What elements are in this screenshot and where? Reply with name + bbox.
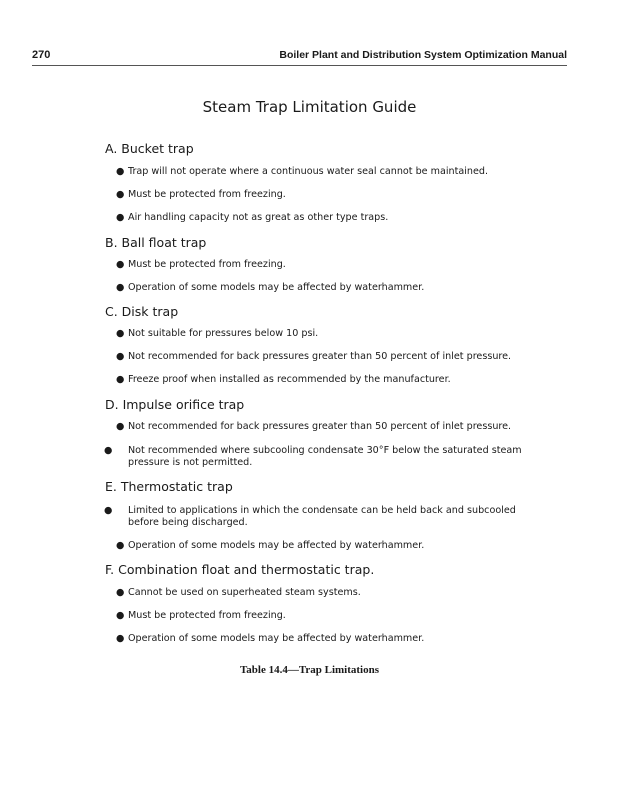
bullet-icon: ● xyxy=(116,587,125,598)
running-title: Boiler Plant and Distribution System Optimization Manual xyxy=(279,49,567,61)
list-item: ● Limited to applications in which the condensate can be held back and subcooled before being discharged. xyxy=(104,505,516,528)
list-item: ● Not recommended for back pressures greater than 50 percent of inlet pressure. xyxy=(116,351,512,362)
list-item: ● Must be protected from freezing. xyxy=(116,610,286,621)
page-header xyxy=(32,45,567,66)
list-item: ● Not recommended for back pressures greater than 50 percent of inlet pressure. xyxy=(116,421,512,432)
list-item: ● Must be protected from freezing. xyxy=(116,259,286,270)
bullet-icon: ● xyxy=(104,505,113,516)
list-item: ● Cannot be used on superheated steam systems. xyxy=(116,587,361,598)
list-item: ● Freeze proof when installed as recommended by the manufacturer. xyxy=(116,374,451,385)
page-title: Steam Trap Limitation Guide xyxy=(202,98,417,116)
bullet-icon: ● xyxy=(116,212,125,223)
bullet-icon: ● xyxy=(116,259,125,270)
list-item: ● Operation of some models may be affected by waterhammer. xyxy=(116,633,425,644)
list-item: ● Operation of some models may be affected by waterhammer. xyxy=(116,282,425,293)
bullet-icon: ● xyxy=(104,445,113,456)
bullet-icon: ● xyxy=(116,633,125,644)
table-caption: Table 14.4—Trap Limitations xyxy=(239,664,380,676)
bullet-icon: ● xyxy=(116,374,125,385)
section-heading-combination-float-thermostatic-trap: F. Combination float and thermostatic trap. xyxy=(105,562,375,577)
section-heading-bucket-trap: A. Bucket trap xyxy=(105,141,194,156)
list-item: ● Must be protected from freezing. xyxy=(116,189,286,200)
bullet-icon: ● xyxy=(116,189,125,200)
list-item: ● Air handling capacity not as great as other type traps. xyxy=(116,212,389,223)
section-heading-ball-float-trap: B. Ball float trap xyxy=(105,235,207,250)
bullet-icon: ● xyxy=(116,351,125,362)
page-number: 270 xyxy=(32,49,51,61)
bullet-icon: ● xyxy=(116,282,125,293)
section-heading-thermostatic-trap: E. Thermostatic trap xyxy=(105,479,233,494)
bullet-icon: ● xyxy=(116,540,125,551)
section-heading-disk-trap: C. Disk trap xyxy=(105,304,179,319)
bullet-icon: ● xyxy=(116,328,125,339)
list-item: ● Not recommended where subcooling condensate 30°F below the saturated steam pressure is not permitted. xyxy=(104,445,522,468)
bullet-icon: ● xyxy=(116,166,125,177)
section-heading-impulse-orifice-trap: D. Impulse orifice trap xyxy=(105,397,245,412)
bullet-icon: ● xyxy=(116,421,125,432)
bullet-icon: ● xyxy=(116,610,125,621)
list-item: ● Not suitable for pressures below 10 psi. xyxy=(116,328,319,339)
list-item: ● Operation of some models may be affected by waterhammer. xyxy=(116,540,425,551)
list-item: ● Trap will not operate where a continuous water seal cannot be maintained. xyxy=(116,166,489,177)
